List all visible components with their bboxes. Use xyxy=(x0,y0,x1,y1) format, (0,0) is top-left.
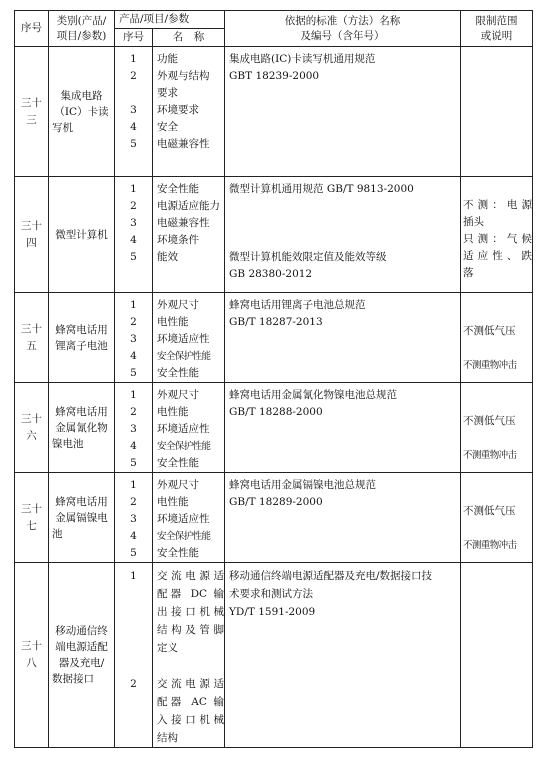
item-number xyxy=(115,85,152,102)
row-category-line: 端电源适配 xyxy=(55,641,108,653)
item-name: 安全 xyxy=(157,121,178,133)
item-number-spacer xyxy=(115,657,152,675)
item-number: 4 xyxy=(130,121,137,133)
item-name: 电磁兼容性 xyxy=(157,217,210,229)
header-category xyxy=(49,11,115,47)
row-standards xyxy=(225,47,461,177)
item-number: 2 xyxy=(130,70,137,82)
standard-line: GB/T 18287-2013 xyxy=(229,316,323,328)
row-limits xyxy=(461,563,533,748)
row-limits xyxy=(461,383,533,473)
row-item-names xyxy=(153,563,225,748)
table-row xyxy=(15,473,533,563)
item-number: 5 xyxy=(130,138,137,150)
row-seq-line: 七 xyxy=(26,519,37,532)
header-limit xyxy=(461,11,533,47)
item-number: 3 xyxy=(130,513,137,525)
item-number: 3 xyxy=(130,333,137,345)
item-number: 1 xyxy=(130,183,137,195)
item-number: 2 xyxy=(130,200,137,212)
standard-line: YD/T 1591-2009 xyxy=(229,606,316,618)
item-number: 1 xyxy=(130,389,137,401)
item-number: 2 xyxy=(130,496,137,508)
item-name: 出接口机械 xyxy=(157,606,224,618)
row-seq xyxy=(15,293,49,383)
row-category xyxy=(49,293,115,383)
item-name: 入接口机械 xyxy=(157,714,224,726)
item-name: 安全性能 xyxy=(157,547,199,559)
standard-line: GB/T 18289-2000 xyxy=(229,496,323,508)
item-name: 外观尺寸 xyxy=(157,479,199,491)
item-number-spacer xyxy=(115,621,152,639)
item-name: 环境条件 xyxy=(157,234,199,246)
item-number: 2 xyxy=(130,316,137,328)
standard-spacer xyxy=(229,198,460,215)
item-name: 安全保护性能 xyxy=(157,351,211,362)
limit-line xyxy=(463,537,532,554)
table-row xyxy=(15,293,533,383)
row-item-numbers xyxy=(115,177,153,293)
item-name: 功能 xyxy=(157,53,178,65)
standard-spacer xyxy=(229,215,460,232)
item-number: 3 xyxy=(130,104,137,116)
header-category-line1: 类别(产品/ xyxy=(56,14,107,27)
limit-line: 不测低气压 xyxy=(463,505,516,517)
item-number: 1 xyxy=(130,479,137,491)
row-item-names xyxy=(153,473,225,563)
limit-line: 不测低气压 xyxy=(463,415,516,427)
item-name: 结构及管脚 xyxy=(157,624,224,636)
header-limit-line2: 或说明 xyxy=(480,29,513,42)
item-name: 安全性能 xyxy=(157,183,199,195)
row-seq xyxy=(15,383,49,473)
row-seq xyxy=(15,47,49,177)
item-name: 环境要求 xyxy=(157,104,199,116)
standard-line: 蜂窝电话用金属氰化物镍电池总规范 xyxy=(229,389,397,401)
item-number: 4 xyxy=(130,350,137,362)
item-number-spacer xyxy=(115,603,152,621)
item-name: 交流电源适 xyxy=(157,570,224,582)
limit-line: 不测低气压 xyxy=(463,325,516,337)
row-item-names xyxy=(153,383,225,473)
limit-line: 只测：气候 xyxy=(463,233,532,245)
row-seq-line: 三十 xyxy=(21,322,42,335)
standard-line: GB 28380-2012 xyxy=(229,268,313,280)
row-category-line: 金属镉镍电 xyxy=(55,511,108,524)
row-standards xyxy=(225,563,461,748)
item-name: 安全性能 xyxy=(157,367,199,379)
item-name: 电磁兼容性 xyxy=(157,138,210,150)
item-number: 4 xyxy=(130,530,137,542)
item-number: 5 xyxy=(130,457,137,469)
row-item-numbers xyxy=(115,563,153,748)
item-name: 能效 xyxy=(157,251,178,263)
row-category-line: 池 xyxy=(52,527,63,540)
item-number: 3 xyxy=(130,217,137,229)
row-seq-line: 三十 xyxy=(21,96,42,109)
row-category-line: 锂离子电池 xyxy=(55,339,108,352)
item-name: 环境适应性 xyxy=(157,423,210,435)
header-sub-name: 名 称 xyxy=(153,29,225,47)
item-number: 1 xyxy=(130,570,137,582)
item-name: 外观尺寸 xyxy=(157,389,199,401)
item-name: 配器 AC 输 xyxy=(157,696,224,708)
row-seq xyxy=(15,563,49,748)
item-number: 4 xyxy=(130,440,137,452)
item-name: 结构 xyxy=(157,732,178,744)
header-standard xyxy=(225,11,461,47)
row-category-line: 金属氰化物 xyxy=(55,421,108,434)
row-category-line: 器及充电/ xyxy=(58,657,105,669)
limit-line: 插头 xyxy=(463,216,484,228)
limit-line: 适应性、跌 xyxy=(463,250,532,262)
row-category-line: 集成电路 xyxy=(60,89,103,102)
row-limits xyxy=(461,47,533,177)
row-standards xyxy=(225,177,461,293)
item-name: 电性能 xyxy=(157,406,189,418)
row-category-line: 微型计算机 xyxy=(55,228,108,241)
limit-text: 不测重物冲击 xyxy=(463,540,517,551)
row-category-line: （IC）卡读 xyxy=(54,105,109,118)
row-category xyxy=(49,383,115,473)
row-seq-line: 三 xyxy=(26,113,37,126)
header-group: 产品/项目/参数 xyxy=(115,11,225,29)
row-category xyxy=(49,473,115,563)
item-name: 安全性能 xyxy=(157,457,199,469)
row-category-line: 蜂窝电话用 xyxy=(55,495,108,508)
header-category-line2: 项目/参数) xyxy=(56,29,107,42)
item-name: 外观尺寸 xyxy=(157,299,199,311)
limit-text: 不测重物冲击 xyxy=(463,360,517,371)
row-standards xyxy=(225,383,461,473)
row-standards xyxy=(225,473,461,563)
table-row xyxy=(15,177,533,293)
table-row xyxy=(15,563,533,748)
limit-line xyxy=(463,357,532,374)
row-category-line: 蜂窝电话用 xyxy=(55,405,108,418)
item-number-spacer xyxy=(115,639,152,657)
row-limits xyxy=(461,293,533,383)
standard-line: 微型计算机通用规范 GB/T 9813-2000 xyxy=(229,183,414,195)
row-limits xyxy=(461,473,533,563)
table-row xyxy=(15,383,533,473)
row-seq xyxy=(15,177,49,293)
row-item-numbers xyxy=(115,293,153,383)
row-seq-line: 八 xyxy=(26,657,37,669)
standard-line: GBT 18239-2000 xyxy=(229,70,320,82)
row-item-names xyxy=(153,293,225,383)
row-category-line: 镍电池 xyxy=(52,437,84,450)
item-name: 电性能 xyxy=(157,496,189,508)
item-name: 电性能 xyxy=(157,316,189,328)
item-number: 2 xyxy=(130,406,137,418)
header-seq: 序号 xyxy=(15,11,49,47)
standards-table-page xyxy=(14,10,533,748)
row-limits xyxy=(461,177,533,293)
row-standards xyxy=(225,293,461,383)
row-category-line: 移动通信终 xyxy=(55,625,108,637)
standards-table xyxy=(14,10,533,748)
row-seq xyxy=(15,473,49,563)
item-name-spacer xyxy=(157,657,224,675)
header-row-1 xyxy=(15,11,533,29)
header-standard-line2: 及编号（含年号） xyxy=(300,29,385,42)
limit-line xyxy=(463,447,532,464)
row-item-numbers xyxy=(115,473,153,563)
standard-line: 蜂窝电话用锂离子电池总规范 xyxy=(229,299,366,311)
standard-spacer xyxy=(229,232,460,249)
row-item-numbers xyxy=(115,47,153,177)
item-number: 1 xyxy=(130,53,137,65)
standard-line: 术要求和测试方法 xyxy=(229,588,313,600)
item-number: 3 xyxy=(130,423,137,435)
item-name: 安全保护性能 xyxy=(157,441,211,452)
row-category-line: 蜂窝电话用 xyxy=(55,323,108,336)
row-item-names xyxy=(153,177,225,293)
item-name: 要求 xyxy=(157,87,178,99)
item-number: 5 xyxy=(130,547,137,559)
row-seq-line: 五 xyxy=(26,339,37,352)
item-name: 交流电源适 xyxy=(157,678,224,690)
item-name: 安全保护性能 xyxy=(157,531,211,542)
row-category xyxy=(49,47,115,177)
row-category xyxy=(49,563,115,748)
row-seq-line: 六 xyxy=(26,429,37,442)
standard-line: GB/T 18288-2000 xyxy=(229,406,323,418)
standard-line: 微型计算机能效限定值及能效等级 xyxy=(229,251,387,263)
row-item-names xyxy=(153,47,225,177)
row-seq-line: 三十 xyxy=(21,412,42,425)
limit-line: 落 xyxy=(463,267,474,279)
header-sub-seq: 序号 xyxy=(115,29,153,47)
row-seq-line: 三十 xyxy=(21,502,42,515)
item-number-spacer xyxy=(115,585,152,603)
row-category xyxy=(49,177,115,293)
item-number: 5 xyxy=(130,251,137,263)
item-name: 定义 xyxy=(157,642,178,654)
limit-line: 不测：电源 xyxy=(463,199,532,211)
item-name: 外观与结构 xyxy=(157,70,210,82)
limit-text: 不测重物冲击 xyxy=(463,450,517,461)
item-number: 4 xyxy=(130,234,137,246)
item-name: 电源适应能力 xyxy=(157,200,220,212)
row-category-line: 数据接口 xyxy=(52,673,94,685)
table-row xyxy=(15,47,533,177)
row-seq-line: 三十 xyxy=(21,219,42,232)
item-name: 环境适应性 xyxy=(157,333,210,345)
header-standard-line1: 依据的标准（方法）名称 xyxy=(284,14,401,27)
row-seq-line: 四 xyxy=(26,236,37,249)
row-seq-line: 三十 xyxy=(21,640,42,652)
standard-line: 移动通信终端电源适配器及充电/数据接口技 xyxy=(229,570,433,582)
item-name: 环境适应性 xyxy=(157,513,210,525)
item-number: 1 xyxy=(130,299,137,311)
standard-line: 蜂窝电话用金属镉镍电池总规范 xyxy=(229,479,376,491)
header-limit-line1: 限制范围 xyxy=(475,14,518,27)
standard-line: 集成电路(IC)卡读写机通用规范 xyxy=(229,53,376,65)
item-name: 配器 DC 输 xyxy=(157,588,224,600)
item-number: 5 xyxy=(130,367,137,379)
row-category-line: 写机 xyxy=(52,121,73,134)
item-number: 2 xyxy=(130,678,137,690)
row-item-numbers xyxy=(115,383,153,473)
